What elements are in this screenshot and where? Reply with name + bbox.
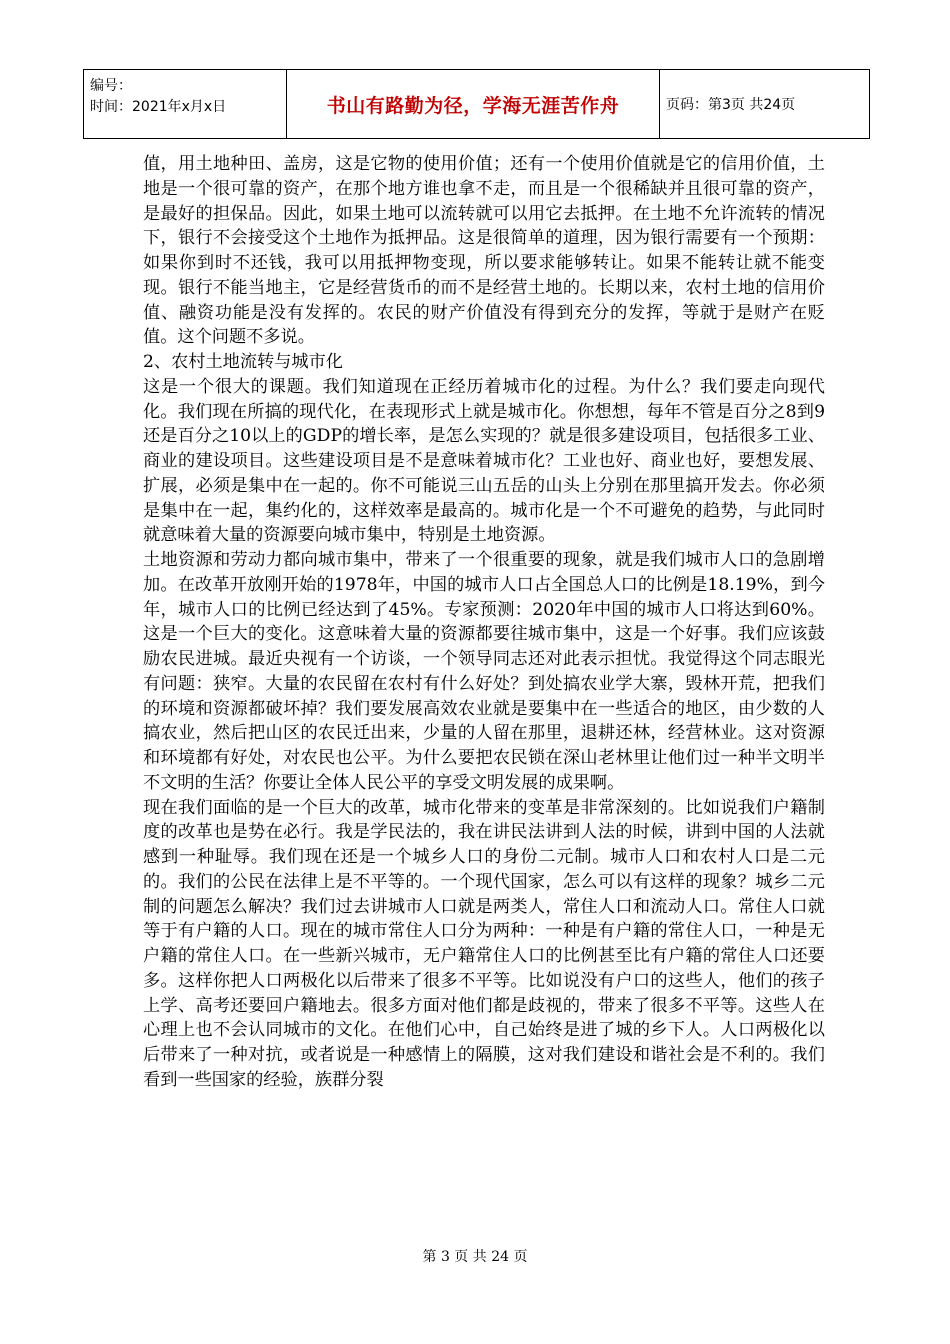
paragraph: 值，用土地种田、盖房，这是它物的使用价值；还有一个使用价值就是它的信用价值，土地是一个很可靠的资产，在那个地方谁也拿不走，而且是一个很稀缺并且很可靠的资产，是最好的担保品。因此，如果土地可以流转就可以用它去抵押。在土地不允许流转的情况下，银行不会接受这个土地作为抵押品。这是很简单的道理，因为银行需要有一个预期：如果你到时不还钱，我可以用抵押物变现，所以要求能够转让。如果不能转让就不能变现。银行不能当地主，它是经营货币的而不是经营土地的。长期以来，农村土地的信用价值、融资功能是没有发挥的。农民的财产价值没有得到充分的发挥，等就于是财产在贬值。这个问题不多说。	[143, 154, 825, 348]
paragraph: 土地资源和劳动力都向城市集中，带来了一个很重要的现象，就是我们城市人口的急剧增加。在改革开放刚开始的1978年，中国的城市人口占全国总人口的比例是18.19%，到今年，城市人口的比例已经达到了45%。专家预测：2020年中国的城市人口将达到60%。这是一个巨大的变化。这意味着大量的资源都要往城市集中，这是一个好事。我们应该鼓励农民进城。最近央视有一个访谈，一个领导同志还对此表示担忧。我觉得这个同志眼光有问题：狭窄。大量的农民留在农村有什么好处？到处搞农业学大寨，毁林开荒，把我们的环境和资源都破坏掉？我们要发展高效农业就是要集中在一些适合的地区，由少数的人搞农业，然后把山区的农民迁出来，少量的人留在那里，退耕还林，经营林业。这对资源和环境都有好处，对农民也公平。为什么要把农民锁在深山老林里让他们过一种半文明半不文明的生活？你要让全体人民公平的享受文明发展的成果啊。	[143, 550, 825, 793]
header-motto-cell	[287, 70, 660, 139]
doc-time-label: 时间：2021年x月x日	[90, 99, 227, 115]
paragraph: 这是一个很大的课题。我们知道现在正经历着城市化的过程。为什么？我们要走向现代化。我们现在所搞的现代化，在表现形式上就是城市化。你想想，每年不管是百分之8到9还是百分之10以上的GDP的增长率，是怎么实现的？就是很多建设项目，包括很多工业、商业的建设项目。这些建设项目是不是意味着城市化？工业也好、商业也好，要想发展、扩展，必须是集中在一起的。你不可能说三山五岳的山头上分别在那里搞开发去。你必须是集中在一起，集约化的，这样效率是最高的。城市化是一个不可避免的趋势，与此同时就意味着大量的资源要向城市集中，特别是土地资源。	[143, 376, 825, 546]
section-heading: 2、农村土地流转与城市化	[143, 352, 343, 372]
paragraph: 现在我们面临的是一个巨大的改革，城市化带来的变革是非常深刻的。比如说我们户籍制度的改革也是势在必行。我是学民法的，我在讲民法讲到人法的时候，讲到中国的人法就感到一种耻辱。我们现在还是一个城乡人口的身份二元制。城市人口和农村人口是二元的。我们的公民在法律上是不平等的。一个现代国家，怎么可以有这样的现象？城乡二元制的问题怎么解决？我们过去讲城市人口就是两类人，常住人口和流动人口。常住人口就等于有户籍的人口。现在的城市常住人口分为两种：一种是有户籍的常住人口，一种是无户籍的常住人口。在一些新兴城市，无户籍常住人口的比例甚至比有户籍的常住人口还要多。这样你把人口两极化以后带来了很多不平等。比如说没有户口的这些人，他们的孩子上学、高考还要回户籍地去。很多方面对他们都是歧视的，带来了很多不平等。这些人在心理上也不会认同城市的文化。在他们心中，自己始终是进了城的乡下人。人口两极化以后带来了一种对抗，或者说是一种感情上的隔膜，这对我们建设和谐社会是不利的。我们看到一些国家的经验，族群分裂	[143, 797, 825, 1090]
header-page-info: 页码：第3页 共24页	[666, 97, 796, 113]
doc-number-label: 编号：	[90, 78, 132, 94]
header-motto: 书山有路勤为径，学海无涯苦作舟	[326, 94, 620, 117]
page-footer: 第 3 页 共 24 页	[422, 1249, 528, 1265]
header-meta-cell	[84, 70, 287, 139]
document-body	[143, 152, 825, 1093]
header-page-cell	[660, 70, 870, 139]
document-header	[83, 69, 870, 139]
